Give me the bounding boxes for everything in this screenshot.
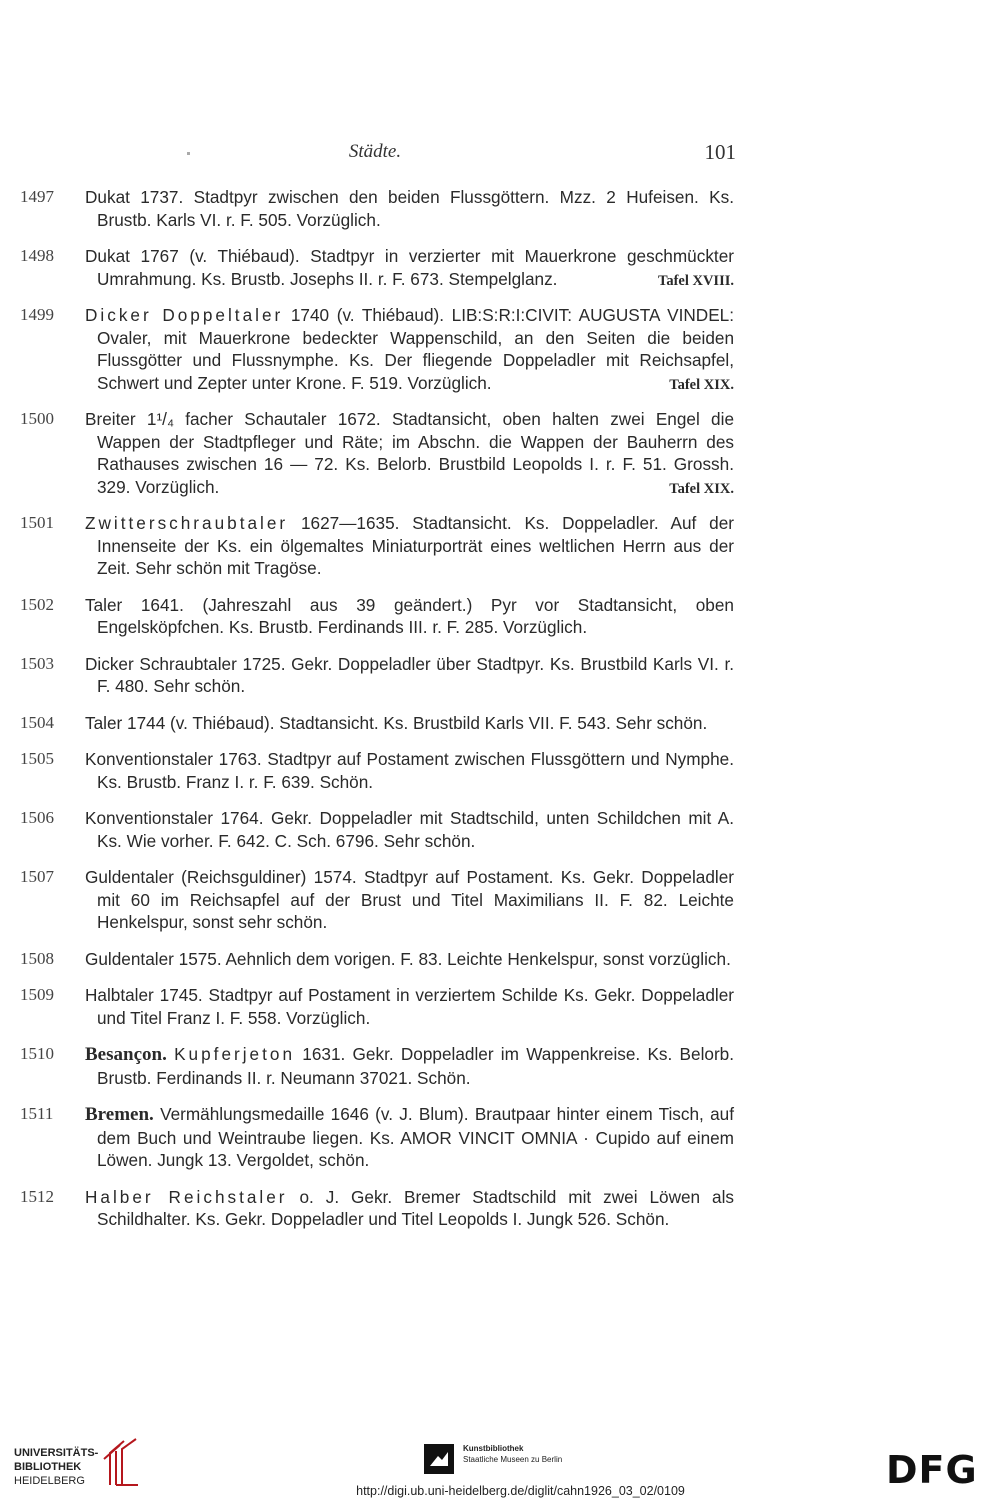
catalog-entry [0, 594, 996, 639]
plate-reference: Tafel XVIII. [657, 272, 734, 289]
kunstbibliothek-logo-text [463, 1443, 562, 1465]
lot-text: Halbtaler 1745. Stadtpyr auf Postament in verziertem Schilde Ks. Gekr. Doppeladler und Titel Franz I. F. 558. Vorzüglich. [85, 985, 734, 1028]
lot-number: 1500 [20, 409, 54, 428]
lot-number: 1504 [20, 712, 54, 732]
lot-description [85, 712, 734, 735]
lot-text: Guldentaler 1575. Aehnlich dem vorigen. F. 83. Leichte Henkelspur, sonst vorzüglich. [85, 948, 731, 969]
kunstbibliothek-logo-icon [424, 1444, 454, 1474]
catalog-entry [0, 748, 996, 793]
catalog-entries [0, 186, 996, 1245]
lot-number: 1497 [20, 187, 54, 206]
lot-description [85, 186, 734, 231]
dfg-logo: DFG [886, 1448, 978, 1492]
lot-number: 1511 [20, 1104, 54, 1123]
coin-type-spaced: Zwitterschraubtaler [85, 513, 289, 533]
lot-description [85, 408, 734, 498]
page-number: 101 [704, 140, 736, 164]
uni-line1: UNIVERSITÄTS- [14, 1447, 99, 1459]
lot-number: 1506 [20, 808, 54, 827]
lot-text: Taler 1744 (v. Thiébaud). Stadtansicht. Ks. Brustbild Karls VII. F. 543. Sehr schön. [85, 712, 708, 733]
lot-number: 1509 [20, 985, 54, 1004]
lot-description [85, 1043, 734, 1089]
lot-number: 1501 [20, 513, 54, 532]
catalog-entry [0, 948, 996, 971]
city-heading: Besançon. [85, 1044, 167, 1065]
catalog-entry [0, 807, 996, 852]
city-heading: Bremen. [85, 1104, 154, 1125]
catalog-entry [0, 866, 996, 934]
lot-description [85, 1186, 734, 1231]
catalog-entry [0, 1186, 996, 1231]
lot-text: Dukat 1767 (v. Thiébaud). Stadtpyr in verzierter mit Mauerkrone geschmückter Umrahmung. Ks. Brustb. Josephs II. r. F. 673. Stempelglanz. [85, 246, 734, 289]
lot-number: 1503 [20, 653, 54, 673]
lot-text: Breiter 1¹/₄ facher Schautaler 1672. Stadtansicht, oben halten zwei Engel die Wappen der Stadtpfleger und Räte; im Abschn. die Wappen der Bauherrn des Rathauses zwischen 16 — 72. Ks. Belorb. Brustbild Leopolds I. r. F. 51. Grossh. 329. Vorzüglich. [85, 409, 734, 497]
lot-description [85, 866, 734, 934]
catalog-entry [0, 512, 996, 580]
kb-line1: Kunstbibliothek [463, 1444, 524, 1453]
lot-text: Taler 1641. (Jahreszahl aus 39 geändert.) Pyr vor Stadtansicht, oben Engelsköpfchen. Ks. Brustb. Ferdinands III. r. F. 285. Vorzüglich. [85, 594, 734, 637]
lot-text: Dicker Schraubtaler 1725. Gekr. Doppeladler über Stadtpyr. Ks. Brustbild Karls VI. r. F. 480. Sehr schön. [85, 653, 734, 696]
lot-number: 1510 [20, 1044, 54, 1063]
catalog-entry [0, 1103, 996, 1172]
plate-reference: Tafel XIX. [669, 480, 734, 497]
lot-description [85, 984, 734, 1029]
coin-type-spaced: Dicker Doppeltaler [85, 305, 284, 325]
catalog-entry [0, 304, 996, 394]
uni-line2: BIBLIOTHEK [14, 1461, 82, 1473]
university-library-logo-text [14, 1446, 98, 1488]
plate-reference: Tafel XIX. [669, 376, 734, 393]
lot-text: Konventionstaler 1763. Stadtpyr auf Postament zwischen Flussgöttern und Nymphe. Ks. Brustb. Franz I. r. F. 639. Schön. [85, 749, 734, 792]
lot-text: 1740 (v. Thiébaud). LIB:S:R:I:CIVIT: AUGUSTA VINDEL: Ovaler, mit Mauerkrone bedeckter Wappenschild, an den Seiten die beiden Flussgötter und Flussnymphe. Ks. Der fliegende Doppeladler mit Reichsapfel, Schwert und Zepter unter Krone. F. 519. Vorzüglich. [97, 305, 734, 393]
running-header-title: Städte. [348, 141, 402, 162]
coin-type-spaced: Halber Reichstaler [85, 1186, 288, 1207]
lot-number: 1498 [20, 246, 54, 265]
catalog-entry [0, 1043, 996, 1089]
lot-text: 1631. Gekr. Doppeladler im Wappenkreise. Ks. Belorb. Brustb. Ferdinands II. r. Neumann 37021. Schön. [97, 1044, 734, 1088]
lot-description [85, 1103, 734, 1172]
kb-line2: Staatliche Museen zu Berlin [463, 1455, 563, 1464]
catalog-entry [0, 712, 996, 735]
lot-description [85, 748, 734, 793]
catalog-entry [0, 186, 996, 231]
lot-description [85, 653, 734, 698]
lot-description [85, 807, 734, 852]
lot-description [85, 245, 734, 290]
uni-line3: HEIDELBERG [14, 1475, 85, 1487]
lot-description [85, 304, 734, 394]
lot-description [85, 948, 734, 971]
catalog-entry [0, 408, 996, 498]
university-library-logo-icon [102, 1437, 140, 1487]
lot-text: Dukat 1737. Stadtpyr zwischen den beiden Flussgöttern. Mzz. 2 Hufeisen. Ks. Brustb. Karls VI. r. F. 505. Vorzüglich. [85, 187, 734, 230]
catalog-entry [0, 245, 996, 290]
lot-text: Konventionstaler 1764. Gekr. Doppeladler mit Stadtschild, unten Schildchen mit A. Ks. Wie vorher. F. 642. C. Sch. 6796. Sehr schön. [85, 808, 734, 851]
lot-description [85, 594, 734, 639]
catalog-entry [0, 653, 996, 698]
catalog-entry [0, 984, 996, 1029]
lot-number: 1507 [20, 867, 54, 886]
lot-number: 1502 [20, 594, 54, 614]
source-url: http://digi.ub.uni-heidelberg.de/diglit/cahn1926_03_02/0109 [356, 1484, 685, 1498]
lot-number: 1499 [20, 305, 54, 324]
lot-text: Guldentaler (Reichsguldiner) 1574. Stadtpyr auf Postament. Ks. Gekr. Doppeladler mit 60 im Reichsapfel auf der Brust und Titel Maximilians II. F. 82. Leichte Henkelspur, sonst sehr schön. [85, 867, 734, 932]
coin-type-spaced: Kupferjeton [174, 1044, 296, 1064]
lot-number: 1512 [20, 1186, 54, 1206]
lot-text: o. J. Gekr. Bremer Stadtschild mit zwei Löwen als Schildhalter. Ks. Gekr. Doppeladler und Titel Leopolds I. Jungk 526. Schön. [97, 1186, 734, 1229]
lot-number: 1505 [20, 749, 54, 768]
lot-number: 1508 [20, 948, 54, 968]
lot-text: Vermählungsmedaille 1646 (v. J. Blum). Brautpaar hinter einem Tisch, auf dem Buch und Weintraube liegen. Ks. AMOR VINCIT OMNIA · Cupido auf einem Löwen. Jungk 13. Vergoldet, schön. [97, 1104, 734, 1170]
lot-text: 1627—1635. Stadtansicht. Ks. Doppeladler. Auf der Innenseite der Ks. ein ölgemaltes Miniaturporträt eines weltlichen Herrn aus der Zeit. Sehr schön mit Tragöse. [97, 513, 734, 578]
lot-description [85, 512, 734, 580]
